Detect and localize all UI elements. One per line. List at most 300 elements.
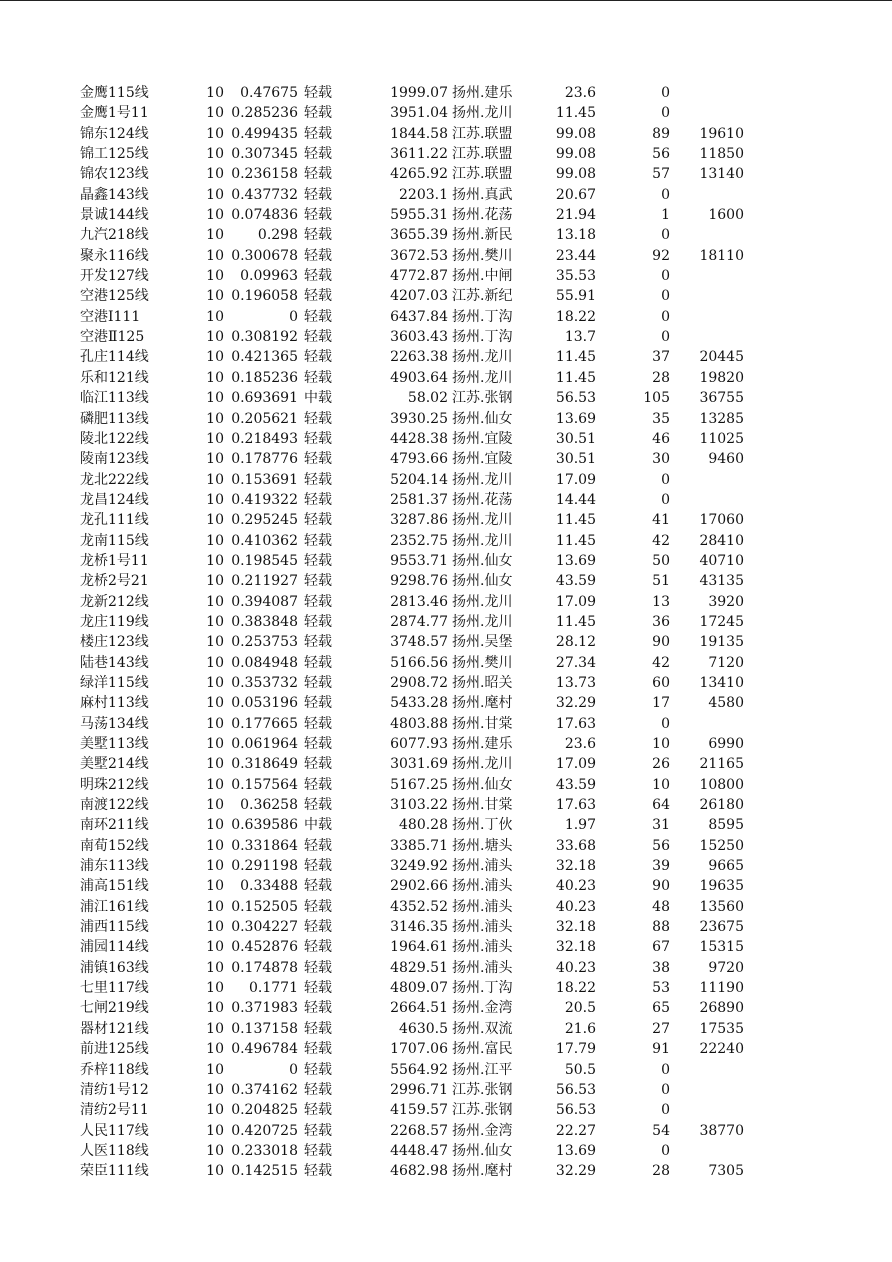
table-row	[0, 653, 892, 673]
cell-load: 轻载	[304, 858, 332, 875]
cell-voltage: 10	[206, 573, 224, 590]
cell-name: 南环211线	[80, 817, 149, 834]
cell-name: 金鹰115线	[80, 85, 149, 101]
cell-count: 38	[652, 959, 670, 976]
cell-load: 轻载	[304, 410, 332, 427]
cell-count: 53	[652, 980, 670, 997]
cell-load: 轻载	[304, 959, 332, 976]
cell-voltage: 10	[206, 1102, 224, 1119]
cell-place: 扬州.花荡	[452, 491, 513, 508]
cell-num: 17.09	[555, 756, 596, 773]
cell-length: 480.28	[399, 817, 448, 834]
table-row	[0, 958, 892, 978]
cell-num: 17.63	[555, 715, 596, 732]
cell-ratio: 0.1771	[249, 980, 298, 997]
cell-count: 42	[652, 654, 670, 671]
cell-capacity: 9720	[708, 959, 744, 976]
cell-num: 17.09	[555, 593, 596, 610]
cell-count: 36	[652, 613, 670, 630]
cell-voltage: 10	[206, 736, 224, 752]
cell-load: 轻载	[304, 878, 332, 895]
table-row	[0, 1100, 892, 1120]
cell-length: 4265.92	[390, 166, 448, 183]
cell-name: 龙桥2号21	[80, 573, 149, 590]
cell-num: 17.09	[555, 471, 596, 488]
cell-load: 轻载	[304, 125, 332, 142]
cell-load: 轻载	[304, 1102, 332, 1119]
cell-place: 扬州.龙川	[452, 532, 513, 549]
cell-ratio: 0.09963	[240, 268, 298, 285]
cell-name: 浦东113线	[80, 858, 149, 875]
cell-name: 南渡122线	[80, 797, 149, 814]
cell-voltage: 10	[206, 878, 224, 895]
cell-capacity: 17060	[699, 512, 744, 529]
cell-length: 2268.57	[390, 1122, 448, 1139]
cell-length: 4829.51	[390, 959, 448, 976]
cell-length: 3385.71	[390, 837, 448, 854]
cell-length: 5955.31	[390, 207, 448, 224]
cell-count: 28	[652, 1163, 670, 1180]
cell-name: 龙新212线	[80, 593, 149, 610]
cell-length: 5167.25	[390, 776, 448, 793]
cell-voltage: 10	[206, 654, 224, 671]
cell-voltage: 10	[206, 227, 224, 244]
table-row	[0, 836, 892, 856]
cell-name: 七里117线	[80, 980, 149, 997]
table-row	[0, 164, 892, 184]
table-row	[0, 286, 892, 306]
table-row	[0, 124, 892, 144]
cell-place: 扬州.仙女	[452, 776, 513, 793]
cell-length: 1999.07	[390, 85, 448, 101]
cell-voltage: 10	[206, 898, 224, 915]
cell-length: 4630.5	[399, 1020, 448, 1037]
cell-num: 11.45	[555, 512, 596, 529]
cell-ratio: 0.198545	[231, 552, 298, 569]
cell-count: 54	[652, 1122, 670, 1139]
cell-name: 金鹰1号11	[80, 105, 149, 122]
cell-count: 0	[661, 1061, 670, 1078]
cell-count: 1	[661, 207, 670, 224]
cell-capacity: 7305	[708, 1163, 744, 1180]
cell-place: 江苏.联盟	[452, 166, 513, 183]
cell-load: 轻载	[304, 186, 332, 203]
cell-num: 22.27	[555, 1122, 596, 1139]
cell-name: 马荡134线	[80, 715, 149, 732]
cell-name: 龙北222线	[80, 471, 149, 488]
cell-name: 前进125线	[80, 1041, 149, 1058]
cell-num: 99.08	[555, 125, 596, 142]
cell-name: 浦镇163线	[80, 959, 149, 976]
cell-voltage: 10	[206, 634, 224, 651]
cell-place: 江苏.新纪	[452, 288, 513, 305]
cell-length: 3655.39	[390, 227, 448, 244]
cell-num: 14.44	[555, 491, 596, 508]
spreadsheet-table	[0, 83, 892, 1182]
cell-name: 孔庄114线	[80, 349, 149, 366]
table-row	[0, 225, 892, 245]
cell-load: 轻载	[304, 491, 332, 508]
cell-ratio: 0.47675	[240, 85, 298, 101]
table-row	[0, 470, 892, 490]
table-row	[0, 592, 892, 612]
cell-length: 2996.71	[390, 1081, 448, 1098]
cell-voltage: 10	[206, 1020, 224, 1037]
cell-count: 0	[661, 1142, 670, 1159]
cell-num: 17.79	[555, 1041, 596, 1058]
cell-voltage: 10	[206, 532, 224, 549]
cell-capacity: 13285	[699, 410, 744, 427]
cell-place: 扬州.富民	[452, 1041, 513, 1058]
cell-voltage: 10	[206, 715, 224, 732]
cell-place: 扬州.麾村	[452, 695, 513, 712]
cell-place: 扬州.宜陵	[452, 430, 513, 447]
cell-place: 扬州.丁伙	[452, 817, 513, 834]
cell-voltage: 10	[206, 919, 224, 936]
cell-place: 江苏.张钢	[452, 390, 513, 407]
table-row	[0, 775, 892, 795]
cell-num: 20.67	[555, 186, 596, 203]
cell-ratio: 0.371983	[231, 1000, 298, 1017]
cell-ratio: 0.211927	[231, 573, 298, 590]
cell-count: 37	[652, 349, 670, 366]
cell-load: 轻载	[304, 207, 332, 224]
cell-length: 1844.58	[390, 125, 448, 142]
cell-num: 30.51	[555, 451, 596, 468]
cell-count: 0	[661, 268, 670, 285]
cell-load: 轻载	[304, 613, 332, 630]
cell-num: 43.59	[555, 573, 596, 590]
cell-place: 扬州.丁沟	[452, 980, 513, 997]
cell-length: 3951.04	[390, 105, 448, 122]
cell-load: 轻载	[304, 146, 332, 163]
table-row	[0, 1161, 892, 1181]
cell-count: 0	[661, 308, 670, 325]
cell-num: 13.7	[564, 329, 596, 346]
cell-voltage: 10	[206, 268, 224, 285]
cell-place: 扬州.中闸	[452, 268, 513, 285]
cell-count: 90	[652, 634, 670, 651]
cell-count: 0	[661, 329, 670, 346]
cell-name: 乐和121线	[80, 369, 149, 386]
cell-count: 91	[652, 1041, 670, 1058]
cell-ratio: 0.174878	[231, 959, 298, 976]
cell-voltage: 10	[206, 430, 224, 447]
table-row	[0, 998, 892, 1018]
cell-num: 40.23	[555, 959, 596, 976]
cell-ratio: 0.693691	[231, 390, 298, 407]
table-row	[0, 714, 892, 734]
cell-ratio: 0.304227	[231, 919, 298, 936]
cell-num: 55.91	[555, 288, 596, 305]
cell-num: 50.5	[564, 1061, 596, 1078]
cell-name: 龙庄119线	[80, 613, 149, 630]
cell-ratio: 0.153691	[231, 471, 298, 488]
cell-load: 轻载	[304, 776, 332, 793]
cell-load: 轻载	[304, 674, 332, 691]
cell-name: 陵南123线	[80, 451, 149, 468]
cell-count: 17	[652, 695, 670, 712]
cell-num: 13.69	[555, 552, 596, 569]
cell-name: 景诚144线	[80, 207, 149, 224]
cell-place: 扬州.金湾	[452, 1122, 513, 1139]
cell-length: 4772.87	[390, 268, 448, 285]
cell-ratio: 0.383848	[231, 613, 298, 630]
cell-num: 99.08	[555, 166, 596, 183]
cell-load: 轻载	[304, 939, 332, 956]
cell-num: 23.6	[564, 85, 596, 101]
table-row	[0, 897, 892, 917]
cell-place: 扬州.丁沟	[452, 329, 513, 346]
cell-length: 4903.64	[390, 369, 448, 386]
cell-count: 46	[652, 430, 670, 447]
cell-place: 扬州.龙川	[452, 593, 513, 610]
cell-length: 5433.28	[390, 695, 448, 712]
cell-voltage: 10	[206, 349, 224, 366]
cell-voltage: 10	[206, 308, 224, 325]
cell-ratio: 0.142515	[231, 1163, 298, 1180]
table-row	[0, 510, 892, 530]
cell-voltage: 10	[206, 939, 224, 956]
cell-load: 轻载	[304, 1020, 332, 1037]
cell-ratio: 0.496784	[231, 1041, 298, 1058]
cell-ratio: 0	[289, 308, 298, 325]
table-row	[0, 83, 892, 103]
cell-voltage: 10	[206, 613, 224, 630]
cell-length: 4428.38	[390, 430, 448, 447]
cell-ratio: 0.36258	[240, 797, 298, 814]
cell-load: 轻载	[304, 349, 332, 366]
cell-place: 扬州.龙川	[452, 349, 513, 366]
cell-voltage: 10	[206, 288, 224, 305]
table-row	[0, 693, 892, 713]
cell-num: 20.5	[564, 1000, 596, 1017]
cell-load: 轻载	[304, 593, 332, 610]
cell-place: 扬州.甘棠	[452, 797, 513, 814]
cell-voltage: 10	[206, 186, 224, 203]
cell-ratio: 0.33488	[240, 878, 298, 895]
cell-capacity: 23675	[699, 919, 744, 936]
cell-capacity: 17535	[699, 1020, 744, 1037]
cell-capacity: 10800	[699, 776, 744, 793]
table-row	[0, 1080, 892, 1100]
cell-ratio: 0.177665	[231, 715, 298, 732]
cell-place: 扬州.仙女	[452, 410, 513, 427]
cell-name: 麻村113线	[80, 695, 149, 712]
cell-count: 41	[652, 512, 670, 529]
cell-length: 5166.56	[390, 654, 448, 671]
cell-voltage: 10	[206, 756, 224, 773]
table-row	[0, 917, 892, 937]
cell-load: 轻载	[304, 736, 332, 752]
cell-num: 11.45	[555, 349, 596, 366]
cell-count: 92	[652, 247, 670, 264]
cell-voltage: 10	[206, 980, 224, 997]
cell-place: 扬州.樊川	[452, 247, 513, 264]
cell-count: 105	[643, 390, 670, 407]
cell-name: 人医118线	[80, 1142, 149, 1159]
cell-load: 轻载	[304, 695, 332, 712]
cell-capacity: 40710	[699, 552, 744, 569]
cell-length: 3672.53	[390, 247, 448, 264]
cell-length: 1707.06	[390, 1041, 448, 1058]
table-row	[0, 1019, 892, 1039]
cell-capacity: 3920	[708, 593, 744, 610]
cell-load: 轻载	[304, 1163, 332, 1180]
cell-ratio: 0.394087	[231, 593, 298, 610]
cell-num: 56.53	[555, 390, 596, 407]
cell-capacity: 15315	[699, 939, 744, 956]
cell-length: 3930.25	[390, 410, 448, 427]
cell-load: 轻载	[304, 634, 332, 651]
table-row	[0, 632, 892, 652]
cell-voltage: 10	[206, 247, 224, 264]
cell-count: 0	[661, 715, 670, 732]
cell-place: 扬州.建乐	[452, 736, 513, 752]
cell-ratio: 0.185236	[231, 369, 298, 386]
table-row	[0, 754, 892, 774]
cell-ratio: 0.331864	[231, 837, 298, 854]
cell-load: 轻载	[304, 430, 332, 447]
cell-ratio: 0.291198	[231, 858, 298, 875]
cell-name: 浦西115线	[80, 919, 149, 936]
cell-voltage: 10	[206, 1000, 224, 1017]
cell-voltage: 10	[206, 1163, 224, 1180]
table-row	[0, 937, 892, 957]
cell-load: 轻载	[304, 451, 332, 468]
cell-count: 35	[652, 410, 670, 427]
cell-voltage: 10	[206, 105, 224, 122]
cell-load: 轻载	[304, 308, 332, 325]
cell-capacity: 19610	[699, 125, 744, 142]
cell-ratio: 0.061964	[231, 736, 298, 752]
cell-name: 清纺1号12	[80, 1081, 149, 1098]
cell-voltage: 10	[206, 451, 224, 468]
cell-count: 60	[652, 674, 670, 691]
cell-count: 88	[652, 919, 670, 936]
cell-num: 56.53	[555, 1102, 596, 1119]
cell-place: 扬州.麾村	[452, 1163, 513, 1180]
table-row	[0, 409, 892, 429]
table-row	[0, 327, 892, 347]
cell-length: 4809.07	[390, 980, 448, 997]
cell-capacity: 17245	[699, 613, 744, 630]
cell-place: 扬州.建乐	[452, 85, 513, 101]
cell-length: 5204.14	[390, 471, 448, 488]
cell-name: 空港Ⅱ125	[80, 329, 145, 346]
cell-ratio: 0.374162	[231, 1081, 298, 1098]
cell-length: 2902.66	[390, 878, 448, 895]
cell-load: 轻载	[304, 471, 332, 488]
cell-num: 33.68	[555, 837, 596, 854]
cell-num: 32.29	[555, 1163, 596, 1180]
cell-ratio: 0.421365	[231, 349, 298, 366]
cell-num: 35.53	[555, 268, 596, 285]
cell-voltage: 10	[206, 491, 224, 508]
cell-capacity: 18110	[699, 247, 744, 264]
cell-length: 6077.93	[390, 736, 448, 752]
cell-num: 18.22	[555, 980, 596, 997]
cell-count: 90	[652, 878, 670, 895]
cell-count: 27	[652, 1020, 670, 1037]
cell-length: 9553.71	[390, 552, 448, 569]
cell-capacity: 28410	[699, 532, 744, 549]
cell-load: 轻载	[304, 552, 332, 569]
table-row	[0, 266, 892, 286]
cell-load: 轻载	[304, 898, 332, 915]
cell-load: 轻载	[304, 715, 332, 732]
cell-num: 56.53	[555, 1081, 596, 1098]
cell-length: 4352.52	[390, 898, 448, 915]
cell-load: 轻载	[304, 919, 332, 936]
cell-name: 明珠212线	[80, 776, 149, 793]
cell-count: 0	[661, 186, 670, 203]
cell-ratio: 0.137158	[231, 1020, 298, 1037]
cell-count: 10	[652, 736, 670, 752]
cell-name: 浦园114线	[80, 939, 149, 956]
cell-ratio: 0.353732	[231, 674, 298, 691]
cell-place: 扬州.龙川	[452, 369, 513, 386]
table-row	[0, 307, 892, 327]
table-row	[0, 978, 892, 998]
cell-load: 轻载	[304, 980, 332, 997]
cell-place: 扬州.昭关	[452, 674, 513, 691]
cell-count: 0	[661, 85, 670, 101]
cell-name: 绿洋115线	[80, 674, 149, 691]
cell-load: 轻载	[304, 1000, 332, 1017]
table-row	[0, 876, 892, 896]
cell-load: 轻载	[304, 837, 332, 854]
cell-capacity: 13410	[699, 674, 744, 691]
cell-name: 七闸219线	[80, 1000, 149, 1017]
cell-length: 3031.69	[390, 756, 448, 773]
cell-name: 临江113线	[80, 390, 149, 407]
cell-count: 10	[652, 776, 670, 793]
cell-load: 轻载	[304, 268, 332, 285]
cell-voltage: 10	[206, 166, 224, 183]
cell-name: 陆巷143线	[80, 654, 149, 671]
cell-length: 2874.77	[390, 613, 448, 630]
cell-ratio: 0.420725	[231, 1122, 298, 1139]
cell-ratio: 0.053196	[231, 695, 298, 712]
cell-count: 39	[652, 858, 670, 875]
cell-capacity: 9460	[708, 451, 744, 468]
cell-voltage: 10	[206, 776, 224, 793]
cell-length: 2263.38	[390, 349, 448, 366]
cell-length: 58.02	[407, 390, 448, 407]
table-row	[0, 388, 892, 408]
table-row	[0, 205, 892, 225]
cell-ratio: 0.419322	[231, 491, 298, 508]
cell-ratio: 0.410362	[231, 532, 298, 549]
table-row	[0, 246, 892, 266]
cell-load: 中载	[304, 817, 332, 834]
cell-num: 32.29	[555, 695, 596, 712]
cell-length: 4207.03	[390, 288, 448, 305]
cell-load: 轻载	[304, 105, 332, 122]
cell-name: 空港125线	[80, 288, 149, 305]
cell-voltage: 10	[206, 959, 224, 976]
cell-count: 30	[652, 451, 670, 468]
cell-num: 23.6	[564, 736, 596, 752]
cell-ratio: 0.298	[257, 227, 298, 244]
cell-ratio: 0.074836	[231, 207, 298, 224]
cell-name: 器材121线	[80, 1020, 149, 1037]
table-row	[0, 571, 892, 591]
table-row	[0, 1141, 892, 1161]
cell-ratio: 0.499435	[231, 125, 298, 142]
cell-count: 0	[661, 227, 670, 244]
